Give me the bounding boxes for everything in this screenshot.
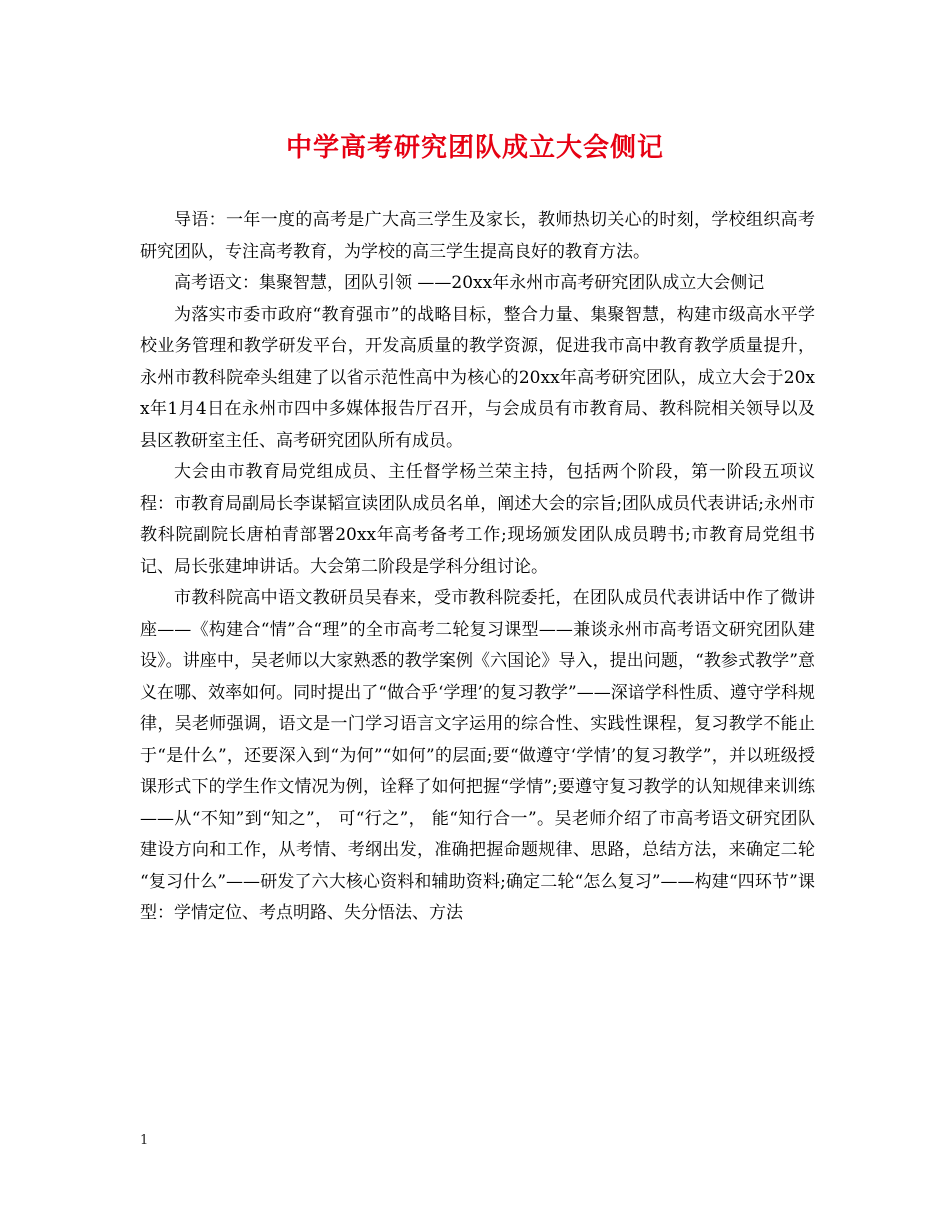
document-body bbox=[140, 205, 815, 930]
agenda-paragraph: 大会由市教育局党组成员、主任督学杨兰荣主持，包括两个阶段，第一阶段五项议程：市教育局副局长李谋韬宣读团队成员名单，阐述大会的宗旨;团队成员代表讲话;永州市教科院副院长唐柏青部署20xx年高考备考工作;现场颁发团队成员聘书;市教育局党组书记、局长张建坤讲话。大会第二阶段是学科分组讨论。 bbox=[140, 462, 815, 577]
page-number: 1 bbox=[140, 1133, 149, 1148]
subtitle-paragraph: 高考语文：集聚智慧，团队引领 ——20xx年永州市高考研究团队成立大会侧记 bbox=[174, 273, 765, 293]
document-title: 中学高考研究团队成立大会侧记 bbox=[285, 133, 664, 163]
lecture-paragraph: 市教科院高中语文教研员吴春来，受市教科院委托，在团队成员代表讲话中作了微讲座——《构建合“情”合“理”的全市高考二轮复习课型——兼谈永州市高考语文研究团队建设》。讲座中，吴老师以大家熟悉的教学案例《六国论》导入，提出问题，“教参式教学”意义在哪、效率如何。同时提出了“做合乎‘学理’的复习教学”——深谙学科性质、遵守学科规律，吴老师强调，语文是一门学习语言文字运用的综合性、实践性课程，复习教学不能止于“是什么”，还要深入到“为何”“如何”的层面;要“做遵守‘学情’的复习教学”，并以班级授课形式下的学生作文情况为例，诠释了如何把握“学情”;要遵守复习教学的认知规律来训练——从“不知”到“知之”， 可“行之”， 能“知行合一”。吴老师介绍了市高考语文研究团队建设方向和工作，从考情、考纲出发，准确把握命题规律、思路，总结方法，来确定二轮 “复习什么”——研发了六大核心资料和辅助资料;确定二轮“怎么复习”——构建“四环节”课型：学情定位、考点明路、失分悟法、方法 bbox=[140, 588, 815, 923]
background-paragraph: 为落实市委市政府“教育强市”的战略目标，整合力量、集聚智慧，构建市级高水平学校业务管理和教学研发平台，开发高质量的教学资源，促进我市高中教育教学质量提升，永州市教科院牵头组建了以省示范性高中为核心的20xx年高考研究团队，成立大会于20xx年1月4日在永州市四中多媒体报告厅召开，与会成员有市教育局、教科院相关领导以及县区教研室主任、高考研究团队所有成员。 bbox=[140, 304, 815, 451]
intro-paragraph: 导语：一年一度的高考是广大高三学生及家长，教师热切关心的时刻，学校组织高考研究团队，专注高考教育，为学校的高三学生提高良好的教育方法。 bbox=[140, 210, 815, 262]
